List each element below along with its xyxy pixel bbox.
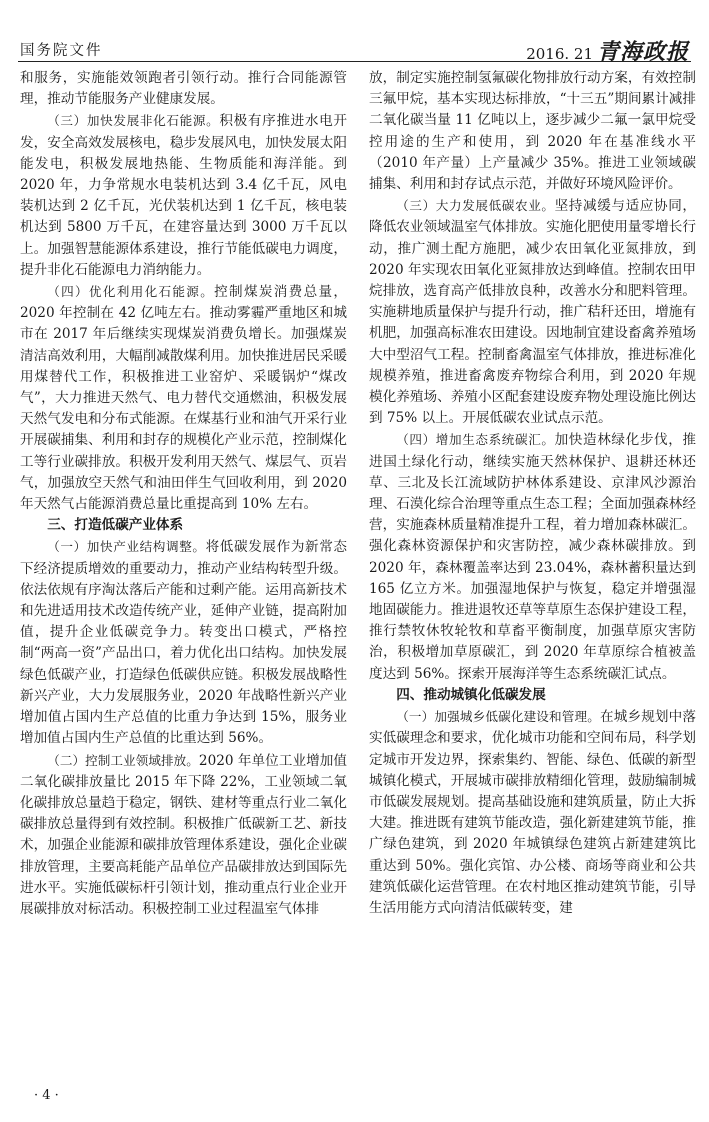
issue-number: 2016. 21 <box>526 45 593 63</box>
subsection-heading: （一）加强城乡低碳化建设和管理。 <box>396 709 600 725</box>
subsection-heading: （二）控制工业领域排放。 <box>47 752 199 768</box>
page-header <box>18 33 691 65</box>
paragraph <box>20 536 347 749</box>
paragraph-text: 在城乡规划中落实低碳理念和要求，优化城市功能和空间布局，科学划定城市开发边界，探索集约、智能、绿色、低碳的新型城镇化模式，开展城市碳排放精细化管理，鼓励编制城市低碳发展规划。提高基础设施和建筑质量，防止大拆大建。推进既有建筑节能改造，强化新建建筑节能，推广绿色建筑，到 2020 年城镇绿色建筑占新建建筑比重达到 50%。强化宾馆、办公楼、商场等商业和公共建筑低碳化运营管理。在农村地区推动建筑节能，引导生活用能方式向清洁低碳转变，建 <box>369 709 697 916</box>
paragraph-text: 积极有序推进水电开发，安全高效发展核电，稳步发展风电，加快发展太阳能发电，积极发展地热能、生物质能和海洋能。到 2020 年，力争常规水电装机达到 3.4 亿千瓦，风电装机达到 2 亿千瓦，光伏装机达到 1 亿千瓦，核电装机达到 5800 万千瓦，在建容量达到 3000 万千瓦以上。加强智慧能源体系建设，推行节能低碳电力调度，提升非化石能源电力消纳能力。 <box>20 113 348 278</box>
section-heading: 三、打造低碳产业体系 <box>47 517 184 534</box>
page-number: · 4 · <box>34 1088 59 1103</box>
paragraph-text: 控制煤炭消费总量，2020 年控制在 42 亿吨左右。推动雾霾严重地区和城市在 2017 年后继续实现煤炭消费负增长。加强煤炭清洁高效利用，大幅削减散煤利用。加快推进居民采暖用煤替代工作，积极推进工业窑炉、采暖锅炉“煤改气”，大力推进天然气、电力替代交通燃油，积极发展天然气发电和分布式能源。在煤基行业和油气开采行业开展碳捕集、利用和封存的规模化产业示范，控制煤化工等行业碳排放。积极开发利用天然气、煤层气、页岩气，加强放空天然气和油田伴生气回收利用，到 2020 年天然气占能源消费总量比重提高到 10% 左右。 <box>20 284 348 513</box>
subsection-heading: （四）增加生态系统碳汇。 <box>396 432 555 448</box>
paragraph-text: 坚持减缓与适应协同，降低农业领域温室气体排放。实施化肥使用量零增长行动，推广测土配方施肥，减少农田氧化亚氮排放，到 2020 年实现农田氧化亚氮排放达到峰值。控制农田甲烷排放，选育高产低排放良种，改善水分和肥料管理。实施耕地质量保护与提升行动，推广秸秆还田，增施有机肥，加强高标准农田建设。因地制宜建设畜禽养殖场大中型沼气工程。控制畜禽温室气体排放，推进标准化规模养殖，推进畜禽废弃物综合利用，到 2020 年规模化养殖场、养殖小区配套建设废弃物处理设施比例达到 75% 以上。开展低碳农业试点示范。 <box>369 198 697 427</box>
journal-logo: 青海政报 <box>596 39 689 65</box>
subsection-heading: （三）加快发展非化石能源。 <box>47 113 220 129</box>
subsection-heading: （三）大力发展低碳农业。 <box>396 198 555 214</box>
right-column <box>369 68 696 919</box>
subsection-heading: （一）加快产业结构调整。 <box>47 539 206 555</box>
paragraph <box>369 706 696 919</box>
header-right <box>526 35 689 66</box>
section-heading: 四、推动城镇化低碳发展 <box>396 686 546 703</box>
paragraph-text: 2020 年单位工业增加值二氧化碳排放量比 2015 年下降 22%，工业领域二氧化碳排放总量趋于稳定，钢铁、建材等重点行业二氧化碳排放总量得到有效控制。积极推广低碳新工艺、新技术，加强企业能源和碳排放管理体系建设，强化企业碳排放管理，主要高耗能产品单位产品碳排放达到国际先进水平。实施低碳标杆引领计划，推动重点行业企业开展碳排放对标活动。积极控制工业过程温室气体排 <box>20 752 347 917</box>
left-column <box>20 68 347 920</box>
paragraph-text: 将低碳发展作为新常态下经济提质增效的重要动力，推动产业结构转型升级。依法依规有序淘汰落后产能和过剩产能。运用高新技术和先进适用技术改造传统产业，延伸产业链，提高附加值，提升企业低碳竞争力。转变出口模式，严格控制“两高一资”产品出口，着力优化出口结构。加快发展绿色低碳产业，打造绿色低碳供应链。积极发展战略性新兴产业，大力发展服务业，2020 年战略性新兴产业增加值占国内生产总值的比重力争达到 15%，服务业增加值占国内生产总值的比重达到 56%。 <box>20 539 348 747</box>
paragraph-text: 加快造林绿化步伐，推进国土绿化行动，继续实施天然林保护、退耕还林还草、三北及长江流域防护林体系建设、京津风沙源治理、石漠化综合治理等重点生态工程；全面加强森林经营，实施森林质量精准提升工程，着力增加森林碳汇。强化森林资源保护和灾害防控，减少森林碳排放。到 2020 年，森林覆盖率达到 23.04%，森林蓄积量达到 165 亿立方米。加强湿地保护与恢复，稳定并增强湿地固碳能力。推进退牧还草等草原生态保护建设工程，推行禁牧休牧轮牧和草畜平衡制度，加强草原灾害防治，积极增加草原碳汇，到 2020 年草原综合植被盖度达到 56%。探索开展海洋等生态系统碳汇试点。 <box>369 432 697 682</box>
paragraph: 和服务，实施能效领跑者引领行动。推行合同能源管理，推动节能服务产业健康发展。 <box>20 70 347 108</box>
paragraph: 放，制定实施控制氢氟碳化物排放行动方案，有效控制三氟甲烷，基本实现达标排放，“十三五”期间累计减排二氧化碳当量 11 亿吨以上，逐步减少二氟一氯甲烷受控用途的生产和使用，到 2020 年在基准线水平（2010 年产量）上产量减少 35%。推进工业领域碳捕集、利用和封存试点示范，并做好环境风险评价。 <box>369 70 696 193</box>
paragraph <box>20 750 347 921</box>
section-title: 国务院文件 <box>20 43 103 59</box>
subsection-heading: （四）优化利用化石能源。 <box>47 284 215 300</box>
paragraph <box>20 110 347 281</box>
paragraph <box>20 281 347 515</box>
paragraph <box>369 195 696 429</box>
paragraph <box>369 429 696 684</box>
